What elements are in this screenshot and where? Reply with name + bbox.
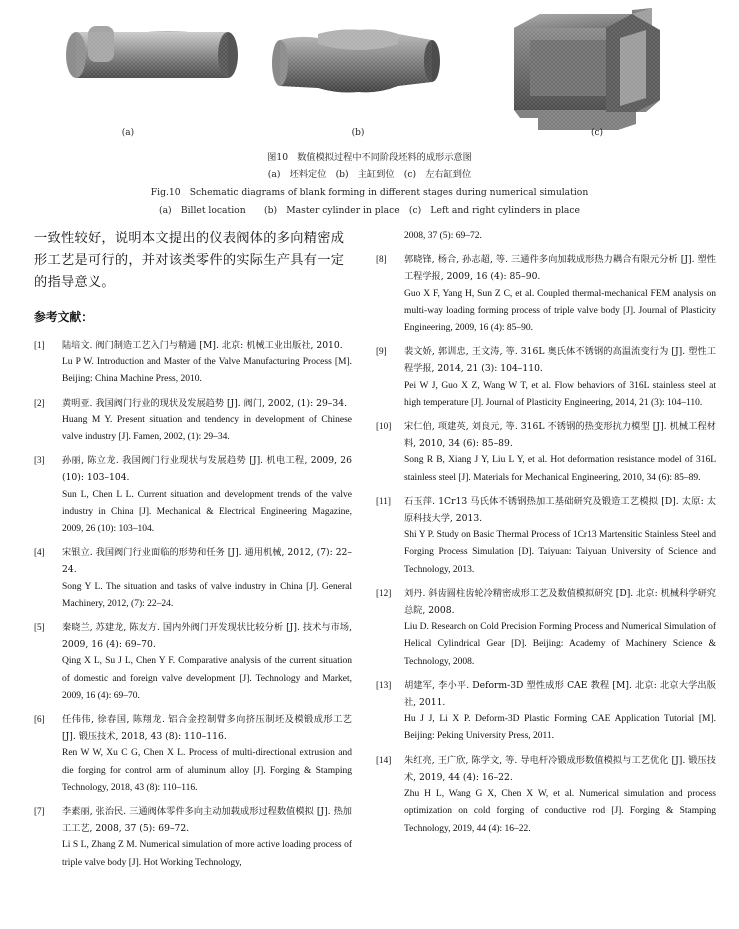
reference-chinese: 宋仁伯, 项建英, 刘良元, 等. 316L 不锈钢的热变形抗力模型 [J]. 机械工程材料, 2010, 34 (6): 85–89. bbox=[404, 421, 716, 450]
reference-english: Li S L, Zhang Z M. Numerical simulation of more active loading process of triple valve body [J]. Hot Working Technology, bbox=[62, 840, 352, 868]
panel-c-side-cylinders bbox=[514, 8, 660, 130]
reference-english: Qing X L, Su J L, Chen Y F. Comparative analysis of the current situation of domestic and foreign valve development [J]. Technology and Market, 2009, 16 (4): 69–70. bbox=[62, 656, 352, 701]
reference-number: [4] bbox=[34, 547, 45, 558]
reference-chinese: 刘丹. 斜齿圆柱齿轮冷精密成形工艺及数值模拟研究 [D]. 北京: 机械科学研究总院, 2008. bbox=[404, 587, 716, 617]
reference-item bbox=[376, 585, 716, 671]
reference-number: [13] bbox=[376, 679, 392, 690]
reference-english: Song Y L. The situation and tasks of valve industry in China [J]. General Machinery, 2012, (7): 22–24. bbox=[62, 581, 352, 609]
reference-chinese: 任伟伟, 徐春国, 陈翔龙. 铝合金控制臂多向挤压制坯及模锻成形工艺 [J]. 锻压技术, 2018, 43 (8): 110–116. bbox=[62, 714, 352, 743]
reference-number: [6] bbox=[34, 714, 45, 725]
left-column bbox=[34, 228, 352, 878]
reference-english: 2008, 37 (5): 69–72. bbox=[404, 231, 482, 241]
reference-item bbox=[34, 803, 352, 872]
reference-number: [7] bbox=[34, 806, 45, 817]
reference-english: Lu P W. Introduction and Master of the Valve Manufacturing Process [M]. Beijing: China Machine Press, 2010. bbox=[62, 357, 352, 385]
reference-english: Liu D. Research on Cold Precision Forming Process and Numerical Simulation of Helical Cylindrical Gear [D]. Beijing: Academy of Machinery Science & Technology, 2008. bbox=[404, 622, 716, 667]
reference-item bbox=[34, 337, 352, 389]
reference-chinese: 朱红亮, 王广欣, 陈学文, 等. 导电杆冷锻成形数值模拟与工艺优化 [J]. 锻压技术, 2019, 44 (4): 16–22. bbox=[404, 754, 716, 783]
caption-zh-sub: (a) 坯料定位 (b) 主缸到位 (c) 左右缸到位 bbox=[267, 169, 472, 180]
reference-chinese: 黄明亚. 我国阀门行业的现状及发展趋势 [J]. 阀门, 2002, (1): 29–34. bbox=[62, 397, 348, 409]
reference-chinese: 裴文娇, 郭训忠, 王文涛, 等. 316L 奥氏体不锈钢的高温流变行为 [J]. 塑性工程学报, 2014, 21 (3): 104–110. bbox=[404, 346, 716, 375]
reference-number: [8] bbox=[376, 254, 387, 265]
reference-chinese: 陆培文. 阀门制造工艺入门与精通 [M]. 北京: 机械工业出版社, 2010. bbox=[62, 340, 343, 351]
reference-english: Song R B, Xiang J Y, Liu L Y, et al. Hot deformation resistance model of 316L stainless steel [J]. Materials for Mechanical Engineering, 2010, 34 (6): 85–89. bbox=[404, 455, 716, 483]
reference-number: [11] bbox=[376, 495, 391, 506]
references-list-right bbox=[376, 228, 716, 838]
reference-chinese: 孙丽, 陈立龙. 我国阀门行业现状与发展趋势 [J]. 机电工程, 2009, 26 (10): 103–104. bbox=[62, 455, 352, 484]
reference-number: [1] bbox=[34, 340, 45, 350]
reference-number: [2] bbox=[34, 397, 45, 408]
reference-item bbox=[376, 677, 716, 746]
reference-item bbox=[34, 395, 352, 447]
reference-item bbox=[34, 711, 352, 797]
panel-label-b: (b) bbox=[351, 128, 365, 138]
reference-english: Hu J J, Li X P. Deform-3D Plastic Forming CAE Application Tutorial [M]. Beijing: Peking University Press, 2011. bbox=[404, 714, 716, 742]
reference-item bbox=[376, 343, 716, 412]
reference-english: Zhu H L, Wang G X, Chen X W, et al. Numerical simulation and process optimization on cold forging of conductive rod [J]. Forging & Stamping Technology, 2019, 44 (4): 16–22. bbox=[404, 789, 716, 834]
panel-b-master-cylinder bbox=[272, 30, 440, 95]
reference-english: Pei W J, Guo X Z, Wang W T, et al. Flow behaviors of 316L stainless steel at high temperature [J]. Journal of Plasticity Engineering, 2014, 21 (3): 104–110. bbox=[404, 380, 716, 408]
reference-chinese: 宋银立. 我国阀门行业面临的形势和任务 [J]. 通用机械, 2012, (7): 22–24. bbox=[62, 547, 352, 576]
reference-chinese: 李素丽, 张治民. 三通阀体零件多向主动加载成形过程数值模拟 [J]. 热加工工艺, 2008, 37 (5): 69–72. bbox=[62, 806, 352, 835]
conclusion-text: 一致性较好，说明本文提出的仪表阀体的多向精密成形工艺是可行的，并对该类零件的实际生产具有一定的指导意义。 bbox=[34, 231, 345, 290]
reference-number: [9] bbox=[376, 346, 387, 357]
panel-a-billet bbox=[66, 26, 238, 78]
references-list-left bbox=[34, 337, 352, 872]
reference-chinese: 石玉萍. 1Cr13 马氏体不锈钢热加工基础研究及锻造工艺模拟 [D]. 太原: 太原科技大学, 2013. bbox=[404, 495, 716, 525]
reference-number: [10] bbox=[376, 421, 392, 432]
panel-label-a: (a) bbox=[121, 128, 135, 138]
reference-english: Huang M Y. Present situation and tendency in development of Chinese valve industry [J]. Famen, 2002, (1): 29–34. bbox=[62, 414, 352, 443]
reference-number: [14] bbox=[376, 754, 392, 765]
references-title: 参考文献： bbox=[34, 310, 93, 324]
reference-item bbox=[34, 619, 352, 705]
reference-english: Shi Y P. Study on Basic Thermal Process of 1Cr13 Martensitic Stainless Steel and Forging Process Simulation [D]. Taiyuan: Taiyuan University of Science and Technology, 2013. bbox=[404, 530, 716, 575]
caption-en-title: Fig.10 Schematic diagrams of blank forming in different stages during numerical simulation bbox=[150, 187, 589, 198]
reference-item bbox=[376, 493, 716, 579]
reference-number: [3] bbox=[34, 455, 45, 466]
figure-10 bbox=[0, 0, 739, 150]
reference-item bbox=[376, 251, 716, 337]
reference-item bbox=[376, 418, 716, 487]
reference-chinese: 郭晓锋, 杨合, 孙志超, 等. 三通件多向加载成形热力耦合有限元分析 [J]. 塑性工程学报, 2009, 16 (4): 85–90. bbox=[404, 254, 716, 283]
reference-number: [12] bbox=[376, 587, 392, 598]
reference-item bbox=[34, 544, 352, 613]
right-column bbox=[376, 228, 716, 844]
caption-en-sub: (a) Billet location (b) Master cylinder in place (c) Left and right cylinders in place bbox=[158, 205, 580, 216]
reference-chinese: 秦晓兰, 苏建龙, 陈友方. 国内外阀门开发现状比较分析 [J]. 技术与市场, 2009, 16 (4): 69–70. bbox=[62, 622, 352, 651]
reference-item bbox=[376, 752, 716, 838]
reference-item bbox=[34, 452, 352, 538]
reference-english: Sun L, Chen L L. Current situation and development trends of the valve industry in China [J]. Mechanical & Electrical Engineering Magazine, 2009, 26 (10): 103–104. bbox=[62, 489, 352, 535]
caption-zh-title: 图10 数值模拟过程中不同阶段坯料的成形示意图 bbox=[267, 152, 472, 163]
reference-chinese: 胡建军, 李小平. Deform-3D 塑性成形 CAE 教程 [M]. 北京: 北京大学出版社, 2011. bbox=[404, 679, 716, 709]
reference-english: Guo X F, Yang H, Sun Z C, et al. Coupled thermal-mechanical FEM analysis on multi-way loading forming process of triple valve body [J]. Journal of Plasticity Engineering, 2009, 16 (4): 85–90. bbox=[404, 288, 716, 334]
reference-item bbox=[376, 228, 716, 245]
reference-number: [5] bbox=[34, 622, 45, 633]
reference-english: Ren W W, Xu C G, Chen X L. Process of multi-directional extrusion and die forging for control arm of aluminum alloy [J]. Forging & Stamping Technology, 2018, 43 (8): 110–116. bbox=[62, 748, 352, 793]
panel-label-c: (c) bbox=[590, 128, 604, 138]
